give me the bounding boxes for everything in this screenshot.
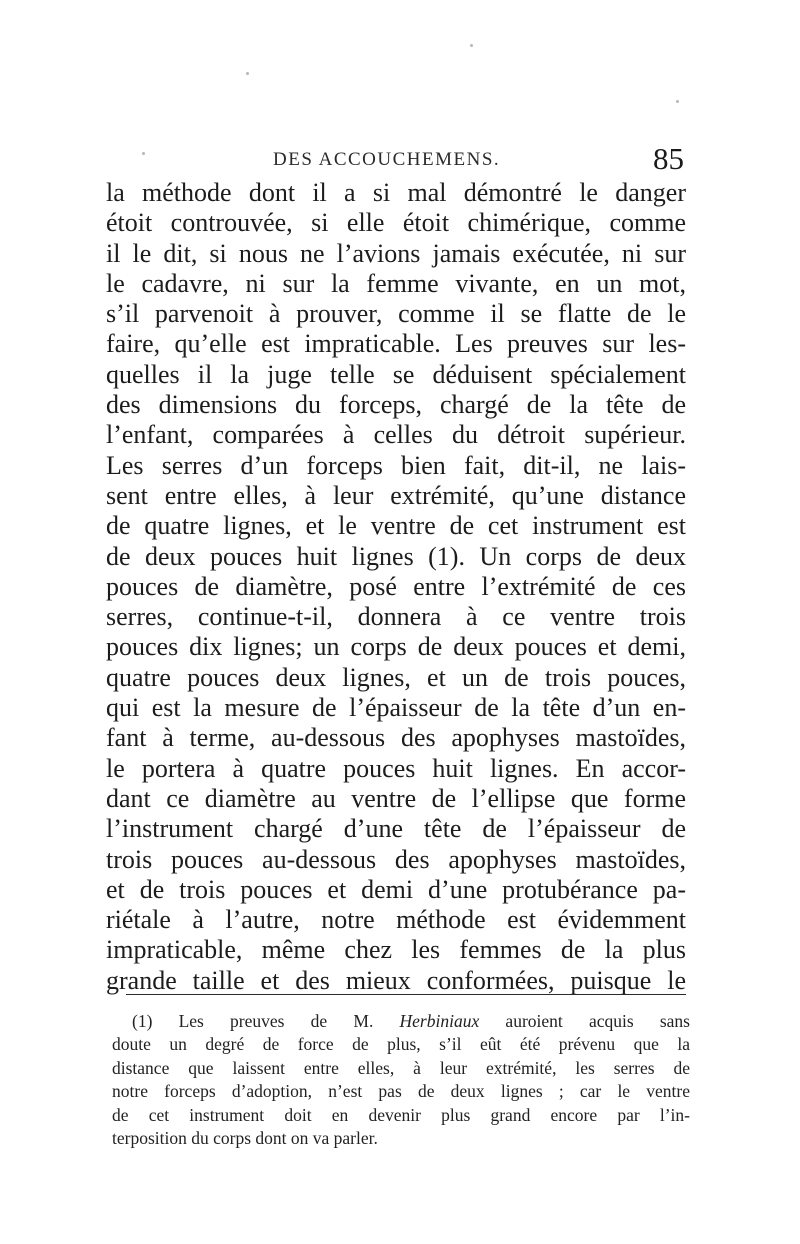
text-line: s’il parvenoit à prouver, comme il se flatte de le <box>106 299 686 329</box>
text-line: de quatre lignes, et le ventre de cet instrument est <box>106 511 686 541</box>
text-line: il le dit, si nous ne l’avions jamais exécutée, ni sur <box>106 238 686 268</box>
footnote <box>112 1010 690 1150</box>
running-title: DES ACCOUCHEMENS. <box>273 149 501 170</box>
footnote-line: notre forceps d’adoption, n’est pas de deux lignes ; car le ventre <box>112 1081 690 1102</box>
footnote-author-name: Herbiniaux <box>399 1011 480 1031</box>
text-line: Les serres d’un forceps bien fait, dit-il, ne lais- <box>106 450 686 480</box>
text-line: riétale à l’autre, notre méthode est évidemment <box>106 905 686 935</box>
text-line: trois pouces au-dessous des apophyses mastoïdes, <box>106 844 686 874</box>
paper-speck <box>470 44 473 47</box>
paper-speck <box>246 72 249 75</box>
page-number: 85 <box>653 141 684 176</box>
footnote-line <box>112 1010 690 1033</box>
text-line: et de trois pouces et demi d’une protubérance pa- <box>106 874 686 904</box>
text-line: pouces de diamètre, posé entre l’extrémité de ces <box>106 571 686 601</box>
text-line: quatre pouces deux lignes, et un de trois pouces, <box>106 662 686 692</box>
page-header <box>108 141 688 181</box>
text-line: faire, qu’elle est impraticable. Les preuves sur les- <box>106 329 686 359</box>
text-line: sent entre elles, à leur extrémité, qu’une distance <box>106 480 686 510</box>
body-text <box>106 178 686 996</box>
text-line: le portera à quatre pouces huit lignes. En accor- <box>106 753 686 783</box>
text-line: quelles il la juge telle se déduisent spécialement <box>106 359 686 389</box>
text-line: de deux pouces huit lignes (1). Un corps de deux <box>106 541 686 571</box>
footnote-line: de cet instrument doit en devenir plus grand encore par l’in- <box>112 1104 690 1125</box>
text-line: l’instrument chargé d’une tête de l’épaisseur de <box>106 814 686 844</box>
footnote-text: auroient acquis sans <box>479 1011 690 1031</box>
footnote-line: distance que laissent entre elles, à leur extrémité, les serres de <box>112 1057 690 1078</box>
footnote-line: doute un degré de force de plus, s’il eût été prévenu que la <box>112 1034 690 1055</box>
footnote-line: terposition du corps dont on va parler. <box>112 1127 378 1148</box>
text-line: des dimensions du forceps, chargé de la tête de <box>106 390 686 420</box>
text-line: serres, continue-t-il, donnera à ce ventre trois <box>106 602 686 632</box>
paper-speck <box>676 100 679 103</box>
text-line: fant à terme, au-dessous des apophyses mastoïdes, <box>106 723 686 753</box>
text-line: grande taille et des mieux conformées, puisque le <box>106 965 686 995</box>
footnote-rule <box>126 994 686 995</box>
text-line: la méthode dont il a si mal démontré le danger <box>106 178 686 207</box>
text-line: dant ce diamètre au ventre de l’ellipse que forme <box>106 783 686 813</box>
footnote-text: (1) Les preuves de M. <box>132 1011 400 1031</box>
text-line: impraticable, même chez les femmes de la plus <box>106 935 686 965</box>
text-line: pouces dix lignes; un corps de deux pouces et demi, <box>106 632 686 662</box>
text-line: l’enfant, comparées à celles du détroit supérieur. <box>106 420 686 450</box>
text-line: qui est la mesure de l’épaisseur de la tête d’un en- <box>106 693 686 723</box>
text-line: étoit controuvée, si elle étoit chimérique, comme <box>106 208 686 238</box>
text-line: le cadavre, ni sur la femme vivante, en un mot, <box>106 268 686 298</box>
